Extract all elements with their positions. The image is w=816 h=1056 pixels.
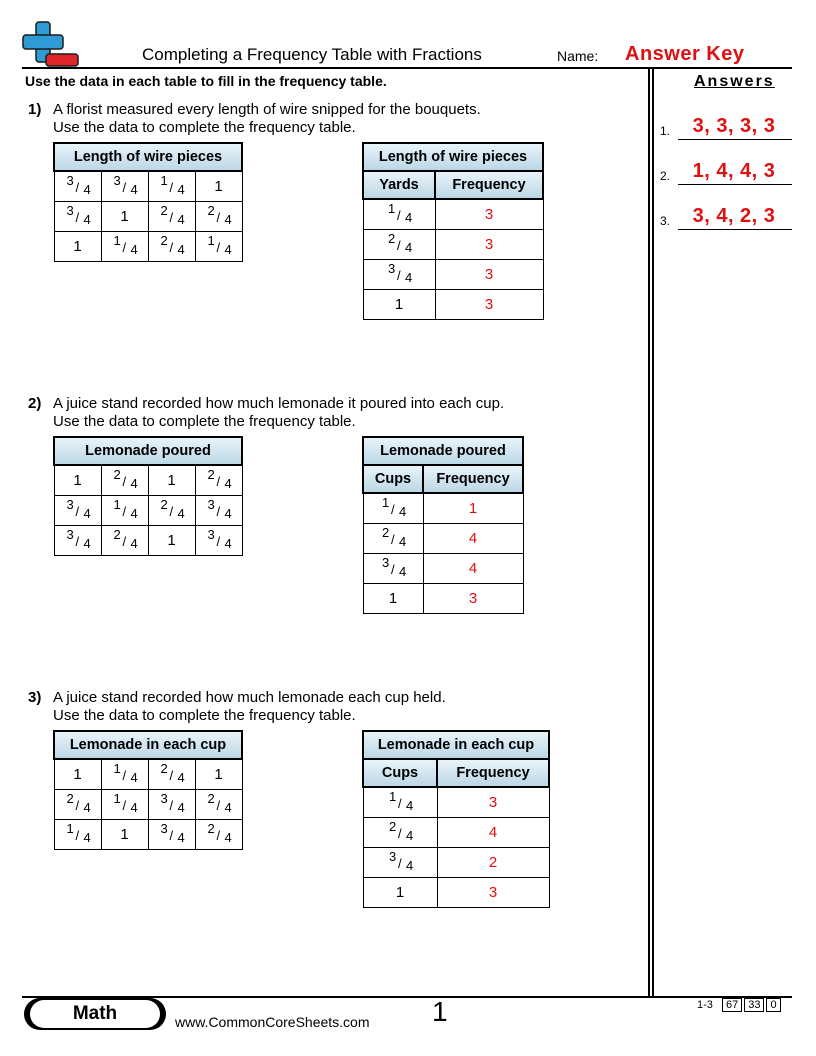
question-number: 1) [28,101,42,118]
fraction-numerator: 3 [160,790,168,806]
header-rule [22,67,792,69]
fraction-slash: / [75,797,80,813]
data-cell: 1 [101,202,148,232]
data-cell [101,759,148,790]
answer-value: 3, 3, 3, 3 [692,115,776,137]
fraction [110,497,140,521]
page-title: Completing a Frequency Table with Fractions [142,45,482,64]
fraction-slash: / [216,503,221,519]
frequency-table-title: Lemonade in each cup [363,731,549,759]
data-cell [148,790,195,820]
frequency-answer: 3 [437,787,549,818]
fraction-numerator: 3 [66,172,74,188]
fraction-slash: / [122,473,127,489]
answers-heading: Answers [694,73,775,90]
frequency-row [363,199,543,230]
data-cell [148,496,195,526]
data-table-title: Length of wire pieces [54,143,242,171]
fraction-numerator: 3 [66,202,74,218]
fraction-slash: / [122,533,127,549]
data-cell: 1 [148,465,195,496]
data-cell [54,171,101,202]
frequency-table [362,142,544,320]
question-text: A juice stand recorded how much lemonade it poured into each cup. [53,395,505,412]
frequency-answer: 4 [423,524,523,554]
column-header: Yards [363,171,435,199]
fraction-numerator: 1 [113,232,121,248]
answer-value: 3, 4, 2, 3 [692,205,776,227]
math-badge-label: Math [30,1000,160,1028]
fraction [204,497,234,521]
frequency-row [363,524,523,554]
frequency-row [363,260,543,290]
data-cell [101,496,148,526]
frequency-table-title: Lemonade poured [363,437,523,465]
fraction-denominator: 4 [399,533,407,549]
question-text: Use the data to complete the frequency table. [53,707,356,724]
fraction-numerator: 3 [389,848,397,864]
value-cell [363,260,435,290]
data-table [53,730,243,850]
value-cell [363,787,437,818]
fraction [157,761,187,785]
fraction-denominator: 4 [405,209,413,225]
frequency-table [362,436,524,614]
fraction-denominator: 4 [130,475,138,491]
fraction-denominator: 4 [83,829,91,845]
fraction-slash: / [122,797,127,813]
data-table-title: Lemonade poured [54,437,242,465]
data-cell [195,790,242,820]
data-cell [54,526,101,556]
fraction [157,233,187,257]
fraction-numerator: 2 [382,524,390,540]
fraction-numerator: 1 [113,790,121,806]
data-cell [195,820,242,850]
fraction [157,173,187,197]
data-cell [148,232,195,262]
value-cell [363,848,437,878]
data-cell [195,202,242,232]
stat-box: 67 [722,998,742,1012]
frequency-answer: 3 [437,878,549,908]
fraction-numerator: 1 [66,820,74,836]
data-row [54,496,242,526]
fraction-numerator: 1 [113,760,121,776]
fraction [204,233,234,257]
fraction-denominator: 4 [224,475,232,491]
frequency-row [363,230,543,260]
fraction-numerator: 2 [388,230,396,246]
column-divider [648,67,650,996]
answer-key-label: Answer Key [625,43,745,65]
frequency-answer: 3 [435,290,543,320]
data-cell [148,202,195,232]
fraction-numerator: 2 [160,232,168,248]
data-cell [195,496,242,526]
fraction [63,821,93,845]
data-cell: 1 [54,759,101,790]
value-cell [363,493,423,524]
fraction-numerator: 2 [113,466,121,482]
fraction-slash: / [391,531,395,547]
fraction-numerator: 2 [160,760,168,776]
score-stats [697,998,781,1012]
data-row [54,759,242,790]
column-header: Frequency [437,759,549,787]
data-row [54,232,242,262]
fraction-denominator: 4 [224,241,232,257]
fraction-numerator: 3 [160,820,168,836]
fraction-slash: / [122,179,127,195]
fraction-numerator: 3 [382,554,390,570]
frequency-answer: 4 [423,554,523,584]
fraction-slash: / [398,795,402,811]
name-label: Name: [557,48,599,64]
fraction-denominator: 4 [83,535,91,551]
fraction-numerator: 2 [113,526,121,542]
fraction-denominator: 4 [130,241,138,257]
data-row [54,526,242,556]
fraction-numerator: 2 [66,790,74,806]
value-cell: 1 [363,290,435,320]
fraction-slash: / [397,207,401,223]
frequency-answer: 4 [437,818,549,848]
fraction-slash: / [75,827,80,843]
fraction-slash: / [391,561,395,577]
fraction-denominator: 4 [83,799,91,815]
fraction-denominator: 4 [130,799,138,815]
fraction [63,791,93,815]
fraction-numerator: 1 [207,232,215,248]
fraction-numerator: 2 [160,202,168,218]
fraction [204,821,234,845]
fraction-slash: / [397,267,401,283]
data-cell [101,526,148,556]
column-divider [652,67,654,996]
data-row [54,820,242,850]
fraction-denominator: 4 [177,211,185,227]
fraction-denominator: 4 [83,181,91,197]
column-header: Frequency [423,465,523,493]
frequency-answer: 3 [423,584,523,614]
fraction-numerator: 1 [113,496,121,512]
fraction [384,261,414,285]
fraction-slash: / [122,767,127,783]
fraction-denominator: 4 [406,797,414,813]
data-cell: 1 [148,526,195,556]
data-cell [148,171,195,202]
fraction-denominator: 4 [224,505,232,521]
fraction [385,819,415,843]
fraction [204,791,234,815]
data-cell [148,759,195,790]
data-row [54,790,242,820]
fraction [204,203,234,227]
fraction [110,467,140,491]
frequency-row [363,584,523,614]
fraction [110,173,140,197]
fraction-slash: / [75,503,80,519]
fraction-denominator: 4 [405,239,413,255]
answer-line [678,229,792,230]
frequency-row [363,554,523,584]
question-number: 3) [28,689,42,706]
fraction [157,203,187,227]
answer-value: 1, 4, 4, 3 [692,160,776,182]
fraction [378,495,408,519]
frequency-row [363,290,543,320]
stat-box: 33 [744,998,764,1012]
fraction-denominator: 4 [177,181,185,197]
fraction [157,497,187,521]
fraction [384,201,414,225]
value-cell [363,524,423,554]
fraction-slash: / [398,825,402,841]
data-table-title: Lemonade in each cup [54,731,242,759]
fraction-denominator: 4 [177,505,185,521]
data-cell [195,232,242,262]
data-cell [54,820,101,850]
fraction-slash: / [169,797,174,813]
frequency-answer: 2 [437,848,549,878]
data-table [53,436,243,556]
data-cell [148,820,195,850]
fraction-denominator: 4 [399,563,407,579]
fraction-numerator: 3 [113,172,121,188]
fraction-slash: / [169,209,174,225]
fraction-numerator: 3 [388,260,396,276]
fraction [110,761,140,785]
fraction-denominator: 4 [130,535,138,551]
frequency-row [363,818,549,848]
frequency-answer: 3 [435,260,543,290]
answer-line [678,184,792,185]
frequency-table-title: Length of wire pieces [363,143,543,171]
data-cell: 1 [195,759,242,790]
data-row [54,171,242,202]
answer-number: 3. [660,214,671,228]
fraction-denominator: 4 [406,827,414,843]
fraction-denominator: 4 [224,535,232,551]
question-text: Use the data to complete the frequency table. [53,413,356,430]
answer-number: 2. [660,169,671,183]
data-cell [101,232,148,262]
fraction-denominator: 4 [130,181,138,197]
question-text: A florist measured every length of wire snipped for the bouquets. [53,101,481,118]
fraction-slash: / [391,501,395,517]
fraction-slash: / [216,533,221,549]
fraction-numerator: 2 [207,790,215,806]
site-url: www.CommonCoreSheets.com [175,1014,370,1030]
fraction-numerator: 3 [66,496,74,512]
fraction-numerator: 2 [389,818,397,834]
fraction [378,525,408,549]
fraction-numerator: 1 [388,200,396,216]
fraction-slash: / [75,209,80,225]
fraction-denominator: 4 [83,505,91,521]
column-header: Frequency [435,171,543,199]
fraction-slash: / [397,237,401,253]
column-header: Cups [363,759,437,787]
fraction [385,849,415,873]
data-row [54,202,242,232]
fraction-denominator: 4 [405,269,413,285]
fraction [385,789,415,813]
fraction [157,791,187,815]
fraction [63,173,93,197]
data-cell: 1 [54,232,101,262]
frequency-row [363,848,549,878]
value-cell [363,199,435,230]
problem-range: 1-3 [697,999,713,1011]
question-text: Use the data to complete the frequency table. [53,119,356,136]
frequency-answer: 1 [423,493,523,524]
data-cell: 1 [101,820,148,850]
fraction-slash: / [398,855,402,871]
frequency-answer: 3 [435,199,543,230]
fraction-denominator: 4 [406,857,414,873]
fraction [384,231,414,255]
fraction [204,467,234,491]
fraction [63,203,93,227]
value-cell [363,818,437,848]
value-cell [363,554,423,584]
instructions: Use the data in each table to fill in the frequency table. [25,73,387,89]
fraction-slash: / [216,239,221,255]
fraction-slash: / [169,767,174,783]
fraction-numerator: 3 [207,526,215,542]
fraction-slash: / [216,827,221,843]
page-number: 1 [432,996,448,1027]
answer-number: 1. [660,124,671,138]
data-cell [54,202,101,232]
column-header: Cups [363,465,423,493]
frequency-row [363,878,549,908]
plus-minus-logo-icon [22,20,80,70]
fraction-slash: / [122,503,127,519]
fraction-slash: / [169,827,174,843]
frequency-row [363,787,549,818]
fraction-slash: / [216,209,221,225]
answer-line [678,139,792,140]
fraction-denominator: 4 [177,769,185,785]
fraction [110,791,140,815]
data-cell: 1 [54,465,101,496]
fraction-denominator: 4 [224,211,232,227]
question-number: 2) [28,395,42,412]
fraction-denominator: 4 [130,505,138,521]
fraction-denominator: 4 [83,211,91,227]
fraction-denominator: 4 [177,799,185,815]
value-cell: 1 [363,584,423,614]
fraction [204,527,234,551]
frequency-answer: 3 [435,230,543,260]
fraction-denominator: 4 [224,799,232,815]
data-cell: 1 [195,171,242,202]
fraction-slash: / [169,239,174,255]
fraction [63,527,93,551]
fraction-slash: / [75,533,80,549]
fraction-numerator: 3 [66,526,74,542]
data-row [54,465,242,496]
data-cell [101,465,148,496]
fraction-slash: / [169,503,174,519]
fraction [378,555,408,579]
data-cell [195,465,242,496]
fraction-denominator: 4 [399,503,407,519]
value-cell: 1 [363,878,437,908]
data-table [53,142,243,262]
fraction-numerator: 2 [207,466,215,482]
fraction-denominator: 4 [130,769,138,785]
fraction-numerator: 1 [389,788,397,804]
fraction-denominator: 4 [224,829,232,845]
fraction [110,527,140,551]
fraction-denominator: 4 [177,829,185,845]
fraction-denominator: 4 [177,241,185,257]
data-cell [101,171,148,202]
fraction-slash: / [216,797,221,813]
fraction-numerator: 2 [207,820,215,836]
frequency-row [363,493,523,524]
fraction-slash: / [122,239,127,255]
data-cell [54,790,101,820]
data-cell [54,496,101,526]
fraction-numerator: 3 [207,496,215,512]
fraction [63,497,93,521]
question-text: A juice stand recorded how much lemonade each cup held. [53,689,446,706]
fraction-numerator: 1 [160,172,168,188]
fraction [157,821,187,845]
fraction-numerator: 2 [160,496,168,512]
value-cell [363,230,435,260]
frequency-table [362,730,550,908]
fraction [110,233,140,257]
fraction-slash: / [75,179,80,195]
data-cell [101,790,148,820]
data-cell [195,526,242,556]
fraction-slash: / [169,179,174,195]
fraction-numerator: 1 [382,494,390,510]
stat-box: 0 [766,998,780,1012]
fraction-numerator: 2 [207,202,215,218]
fraction-slash: / [216,473,221,489]
